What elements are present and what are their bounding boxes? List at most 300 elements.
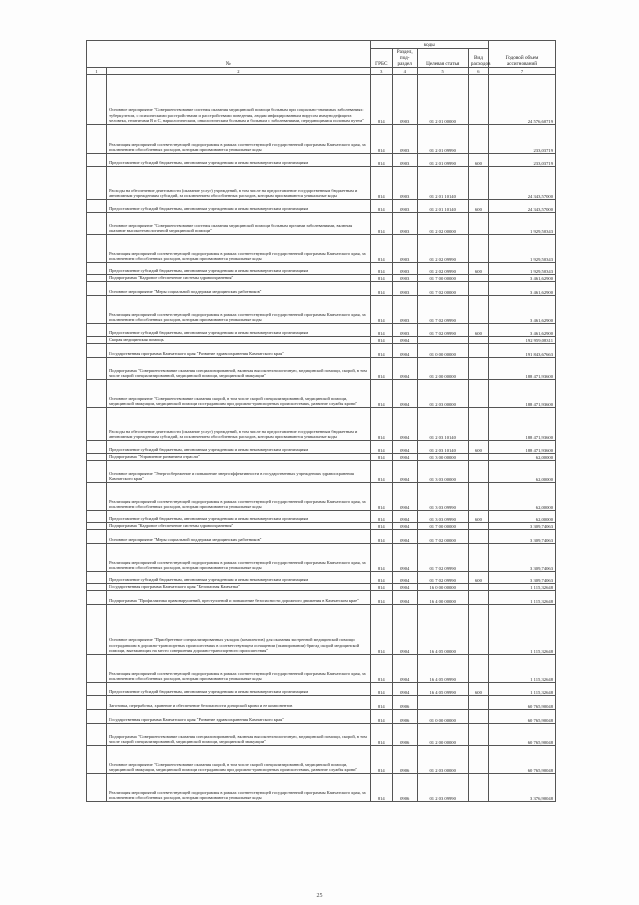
table-row xyxy=(87,167,556,200)
column-index: 4 xyxy=(392,68,417,75)
row-razdel: 0904 xyxy=(392,572,417,584)
row-number-cell xyxy=(87,746,107,774)
row-description: Реализация мероприятий соответствующей подпрограммы в рамках соответствующей государственной программы Камчатского края, за исключением обособленных расходов, которым присваиваются уникальные коды xyxy=(107,774,371,802)
row-amount: 188 471,93600 xyxy=(488,408,555,441)
row-grbs: 814 xyxy=(370,125,392,154)
row-description: Предоставление субсидий бюджетным, автономным учреждениям и иным некоммерческим организациям xyxy=(107,441,371,454)
row-amount: 1 115,32648 xyxy=(488,584,555,591)
table-body xyxy=(87,75,556,802)
row-expense-type: 600 xyxy=(468,263,488,275)
row-number-cell xyxy=(87,125,107,154)
column-index: 6 xyxy=(468,68,488,75)
row-grbs: 814 xyxy=(370,282,392,296)
row-grbs: 814 xyxy=(370,530,392,544)
row-amount: 1 115,32648 xyxy=(488,683,555,696)
row-number-cell xyxy=(87,441,107,454)
row-razdel: 0904 xyxy=(392,523,417,530)
row-razdel: 0906 xyxy=(392,746,417,774)
row-grbs: 814 xyxy=(370,461,392,483)
row-description: Основное мероприятие "Меры социальной поддержки медицинских работников" xyxy=(107,282,371,296)
row-description: Предоставление субсидий бюджетным, автономным учреждениям и иным некоммерческим организациям xyxy=(107,511,371,523)
table-row xyxy=(87,605,556,655)
row-number-cell xyxy=(87,683,107,696)
row-amount: 191 843,67663 xyxy=(488,344,555,358)
row-description: Подпрограмма "Кадровое обеспечение системы здравоохранения" xyxy=(107,523,371,530)
row-razdel: 0904 xyxy=(392,483,417,511)
row-expense-type xyxy=(468,544,488,572)
row-grbs: 814 xyxy=(370,344,392,358)
row-target-article: 01 7 00 00000 xyxy=(417,523,468,530)
row-description: Государственная программа Камчатского края "Развитие здравоохранения Камчатского края" xyxy=(107,710,371,724)
row-amount: 62,00000 xyxy=(488,483,555,511)
table-row xyxy=(87,296,556,324)
row-target-article: 01 7 02 00000 xyxy=(417,530,468,544)
table-row xyxy=(87,544,556,572)
row-razdel: 0904 xyxy=(392,337,417,344)
row-target-article: 01 2 01 00000 xyxy=(417,75,468,125)
header-expense-type: Вид расходов xyxy=(468,49,488,68)
page-number: 25 xyxy=(316,893,323,899)
row-razdel: 0903 xyxy=(392,213,417,235)
row-amount: 188 471,93600 xyxy=(488,380,555,408)
row-amount: 1 929,50343 xyxy=(488,213,555,235)
row-razdel: 0906 xyxy=(392,724,417,746)
row-description: Государственная программа Камчатского края "Безопасная Камчатка" xyxy=(107,584,371,591)
row-description: Предоставление субсидий бюджетным, автономным учреждениям и иным некоммерческим организациям xyxy=(107,683,371,696)
row-number-cell xyxy=(87,724,107,746)
row-expense-type xyxy=(468,167,488,200)
column-index: 3 xyxy=(370,68,392,75)
table-row xyxy=(87,511,556,523)
row-description: Основное мероприятие "Приобретение специализированных укладок (комплектов) для оказания экстренной медицинской помощи пострадавшим в дорожно-транспортных происшествиях в соответствующем оснащении (экипировании) бригад скорой медицинской помощи, выезжающих на место совершения дорожно-транспортного происшествия" xyxy=(107,605,371,655)
header-grbs: ГРБС xyxy=(370,49,392,68)
row-amount: 1 929,50343 xyxy=(488,263,555,275)
table-row xyxy=(87,125,556,154)
row-number-cell xyxy=(87,167,107,200)
row-amount: 3 309,74063 xyxy=(488,572,555,584)
row-description: Предоставление субсидий бюджетным, автономным учреждениям и иным некоммерческим организациям xyxy=(107,572,371,584)
row-target-article: 01 7 02 09990 xyxy=(417,544,468,572)
row-number-cell xyxy=(87,296,107,324)
row-expense-type xyxy=(468,724,488,746)
row-description: Предоставление субсидий бюджетным, автономным учреждениям и иным некоммерческим организациям xyxy=(107,154,371,167)
table-row xyxy=(87,380,556,408)
row-description: Реализация мероприятий соответствующей подпрограммы в рамках соответствующей государственной программы Камчатского края, за исключением обособленных расходов, которым присваиваются уникальные коды xyxy=(107,655,371,683)
row-target-article: 01 7 02 00000 xyxy=(417,282,468,296)
row-grbs: 814 xyxy=(370,605,392,655)
row-target-article xyxy=(417,696,468,710)
row-grbs: 814 xyxy=(370,154,392,167)
row-number-cell xyxy=(87,235,107,263)
row-grbs: 814 xyxy=(370,296,392,324)
row-razdel: 0903 xyxy=(392,275,417,282)
row-expense-type xyxy=(468,774,488,802)
row-amount: 3 461,62900 xyxy=(488,275,555,282)
row-description: Основное мероприятие "Совершенствование оказания скорой, в том числе скорой специализированной, медицинской помощи, медицинской эвакуации, медицинской помощи пострадавшим при дорожно-транспортных происшествиях, развитие службы крови" xyxy=(107,380,371,408)
row-number-cell xyxy=(87,408,107,441)
table-row xyxy=(87,75,556,125)
row-number-cell xyxy=(87,696,107,710)
row-grbs: 814 xyxy=(370,696,392,710)
row-target-article: 01 7 02 09990 xyxy=(417,296,468,324)
row-target-article: 01 2 02 09990 xyxy=(417,263,468,275)
row-grbs: 814 xyxy=(370,746,392,774)
row-expense-type: 600 xyxy=(468,511,488,523)
table-row xyxy=(87,324,556,337)
row-number-cell xyxy=(87,584,107,591)
row-number-cell xyxy=(87,154,107,167)
row-number-cell xyxy=(87,591,107,605)
row-description: Подпрограмма "Кадровое обеспечение системы здравоохранения" xyxy=(107,275,371,282)
row-grbs: 814 xyxy=(370,511,392,523)
table-row xyxy=(87,358,556,380)
column-index-row xyxy=(87,68,556,75)
row-expense-type xyxy=(468,483,488,511)
row-description: Реализация мероприятий соответствующей подпрограммы в рамках соответствующей государственной программы Камчатского края, за исключением обособленных расходов, которым присваиваются уникальные коды xyxy=(107,125,371,154)
row-description: Основное мероприятие "Энергосбережение и повышение энергоэффективности в государственных учреждениях здравоохранения Камчатского края" xyxy=(107,461,371,483)
row-razdel: 0904 xyxy=(392,511,417,523)
row-grbs: 814 xyxy=(370,655,392,683)
row-grbs: 814 xyxy=(370,523,392,530)
row-target-article: 01 2 01 09990 xyxy=(417,125,468,154)
row-target-article: 01 7 02 09990 xyxy=(417,324,468,337)
row-grbs: 814 xyxy=(370,483,392,511)
row-expense-type xyxy=(468,380,488,408)
row-grbs: 814 xyxy=(370,572,392,584)
row-number-cell xyxy=(87,530,107,544)
row-number-cell xyxy=(87,344,107,358)
row-description: Расходы на обеспечение деятельности (оказание услуг) учреждений, в том числе на предоставление государственным бюджетным и автономным учреждениям субсидий, за исключением обособленных расходов, которым присваиваются уникальные коды xyxy=(107,167,371,200)
row-number-cell xyxy=(87,454,107,461)
table-row xyxy=(87,683,556,696)
row-grbs: 814 xyxy=(370,584,392,591)
row-number-cell xyxy=(87,275,107,282)
header-razdel: Раздел, под-раздел xyxy=(392,49,417,68)
row-description: Реализация мероприятий соответствующей подпрограммы в рамках соответствующей государственной программы Камчатского края, за исключением обособленных расходов, которым присваиваются уникальные коды xyxy=(107,544,371,572)
row-target-article: 01 3 03 09990 xyxy=(417,483,468,511)
row-amount: 24 343,57000 xyxy=(488,167,555,200)
row-number-cell xyxy=(87,200,107,213)
table-row xyxy=(87,696,556,710)
row-expense-type xyxy=(468,358,488,380)
row-amount: 3 461,62900 xyxy=(488,296,555,324)
row-amount: 60 765,90048 xyxy=(488,696,555,710)
row-razdel: 0903 xyxy=(392,296,417,324)
row-expense-type xyxy=(468,584,488,591)
row-target-article: 01 2 00 00000 xyxy=(417,358,468,380)
row-grbs: 814 xyxy=(370,200,392,213)
row-expense-type xyxy=(468,655,488,683)
row-grbs: 814 xyxy=(370,263,392,275)
row-target-article: 01 2 01 10140 xyxy=(417,200,468,213)
row-expense-type xyxy=(468,213,488,235)
row-target-article: 01 3 03 09990 xyxy=(417,511,468,523)
row-number-cell xyxy=(87,572,107,584)
budget-table xyxy=(86,40,556,802)
row-description: Заготовка, переработка, хранение и обеспечение безопасности донорской крови и ее компонентов xyxy=(107,696,371,710)
row-razdel: 0904 xyxy=(392,655,417,683)
row-target-article xyxy=(417,337,468,344)
row-razdel: 0904 xyxy=(392,591,417,605)
row-description: Подпрограмма "Совершенствование оказания специализированной, включая высокотехнологичную, медицинской помощи, скорой, в том числе скорой специализированной, медицинской помощи, медицинской эвакуации" xyxy=(107,724,371,746)
row-grbs: 814 xyxy=(370,275,392,282)
row-target-article: 01 7 00 00000 xyxy=(417,275,468,282)
row-razdel: 0904 xyxy=(392,441,417,454)
header-codes: коды xyxy=(370,41,488,49)
row-target-article: 01 2 02 09990 xyxy=(417,235,468,263)
row-target-article: 01 2 03 00000 xyxy=(417,746,468,774)
row-grbs: 814 xyxy=(370,235,392,263)
row-razdel: 0903 xyxy=(392,200,417,213)
row-expense-type xyxy=(468,523,488,530)
row-expense-type: 600 xyxy=(468,441,488,454)
row-number-cell xyxy=(87,380,107,408)
row-target-article: 16 4 05 09990 xyxy=(417,683,468,696)
row-amount: 1 929,50343 xyxy=(488,235,555,263)
row-description: Реализация мероприятий соответствующей подпрограммы в рамках соответствующей государственной программы Камчатского края, за исключением обособленных расходов, которым присваиваются уникальные коды xyxy=(107,296,371,324)
row-razdel: 0904 xyxy=(392,544,417,572)
row-grbs: 814 xyxy=(370,213,392,235)
row-amount: 1 115,32648 xyxy=(488,591,555,605)
row-razdel: 0903 xyxy=(392,75,417,125)
table-row xyxy=(87,275,556,282)
row-amount: 24 576,60719 xyxy=(488,75,555,125)
row-razdel: 0904 xyxy=(392,530,417,544)
row-amount: 188 471,93600 xyxy=(488,358,555,380)
table-row xyxy=(87,235,556,263)
row-expense-type xyxy=(468,591,488,605)
row-expense-type xyxy=(468,125,488,154)
row-razdel: 0906 xyxy=(392,710,417,724)
row-expense-type xyxy=(468,275,488,282)
row-description: Скорая медицинская помощь xyxy=(107,337,371,344)
row-amount: 62,00000 xyxy=(488,461,555,483)
row-target-article: 01 3 00 00000 xyxy=(417,454,468,461)
row-grbs: 814 xyxy=(370,324,392,337)
table-row xyxy=(87,584,556,591)
row-number-cell xyxy=(87,75,107,125)
row-amount: 3 461,62900 xyxy=(488,324,555,337)
table-row xyxy=(87,774,556,802)
row-razdel: 0904 xyxy=(392,408,417,441)
row-number-cell xyxy=(87,605,107,655)
row-target-article: 01 2 03 09990 xyxy=(417,774,468,802)
row-grbs: 814 xyxy=(370,454,392,461)
row-grbs: 814 xyxy=(370,441,392,454)
row-razdel: 0904 xyxy=(392,584,417,591)
column-index: 1 xyxy=(87,68,107,75)
row-razdel: 0904 xyxy=(392,461,417,483)
table-row xyxy=(87,530,556,544)
row-description: Реализация мероприятий соответствующей подпрограммы в рамках соответствующей государственной программы Камчатского края, за исключением обособленных расходов, которым присваиваются уникальные коды xyxy=(107,483,371,511)
row-grbs: 814 xyxy=(370,683,392,696)
row-amount: 3 309,74063 xyxy=(488,544,555,572)
row-target-article: 01 2 01 10140 xyxy=(417,167,468,200)
table-row xyxy=(87,591,556,605)
row-razdel: 0903 xyxy=(392,154,417,167)
row-amount: 1 115,32648 xyxy=(488,655,555,683)
header-number: № xyxy=(87,41,371,68)
row-number-cell xyxy=(87,511,107,523)
row-grbs: 814 xyxy=(370,358,392,380)
row-number-cell xyxy=(87,655,107,683)
row-amount: 192 959,08311 xyxy=(488,337,555,344)
row-amount: 233,03719 xyxy=(488,125,555,154)
row-target-article: 01 3 03 00000 xyxy=(417,461,468,483)
row-amount: 3 309,74063 xyxy=(488,523,555,530)
row-amount: 1 115,32648 xyxy=(488,605,555,655)
row-description: Основное мероприятие "Совершенствование системы оказания медицинской помощи больным прочими заболеваниями, включая оказание высокотехнологичной медицинской помощи" xyxy=(107,213,371,235)
row-description: Основное мероприятие "Совершенствование системы оказания медицинской помощи больным при социально-значимых заболеваниях: туберкулезом, с психическими расстройствами и расстройствами поведения, людям инфицированным вирусом иммунодефицита человека, гепатитами B и C, наркологическим, онкологическим больным и больным с заболеваниями, передающимися половым путем" xyxy=(107,75,371,125)
row-razdel: 0903 xyxy=(392,125,417,154)
row-description: Предоставление субсидий бюджетным, автономным учреждениям и иным некоммерческим организациям xyxy=(107,263,371,275)
row-number-cell xyxy=(87,544,107,572)
row-target-article: 01 2 02 00000 xyxy=(417,213,468,235)
row-razdel: 0904 xyxy=(392,380,417,408)
row-expense-type: 600 xyxy=(468,154,488,167)
row-razdel: 0904 xyxy=(392,454,417,461)
row-amount: 3 376,90048 xyxy=(488,774,555,802)
row-grbs: 814 xyxy=(370,380,392,408)
row-expense-type xyxy=(468,710,488,724)
row-expense-type xyxy=(468,75,488,125)
row-razdel: 0903 xyxy=(392,324,417,337)
row-amount: 60 765,90048 xyxy=(488,746,555,774)
table-row xyxy=(87,337,556,344)
table-row xyxy=(87,746,556,774)
row-expense-type xyxy=(468,605,488,655)
row-description: Подпрограмма "Профилактика правонарушений, преступлений и повышение безопасности дорожного движения в Камчатском крае" xyxy=(107,591,371,605)
row-number-cell xyxy=(87,774,107,802)
row-expense-type xyxy=(468,746,488,774)
row-expense-type xyxy=(468,408,488,441)
row-number-cell xyxy=(87,282,107,296)
row-description: Предоставление субсидий бюджетным, автономным учреждениям и иным некоммерческим организациям xyxy=(107,200,371,213)
row-number-cell xyxy=(87,337,107,344)
table-row xyxy=(87,408,556,441)
row-number-cell xyxy=(87,483,107,511)
row-expense-type: 600 xyxy=(468,683,488,696)
row-expense-type xyxy=(468,454,488,461)
row-expense-type xyxy=(468,696,488,710)
row-grbs: 814 xyxy=(370,167,392,200)
row-amount: 24 343,57000 xyxy=(488,200,555,213)
row-grbs: 814 xyxy=(370,724,392,746)
row-amount: 233,03719 xyxy=(488,154,555,167)
row-target-article: 16 4 05 00000 xyxy=(417,605,468,655)
row-target-article: 01 7 02 09990 xyxy=(417,572,468,584)
row-grbs: 814 xyxy=(370,544,392,572)
row-expense-type xyxy=(468,337,488,344)
row-number-cell xyxy=(87,213,107,235)
row-grbs: 814 xyxy=(370,337,392,344)
table-row xyxy=(87,213,556,235)
row-grbs: 814 xyxy=(370,75,392,125)
row-expense-type: 600 xyxy=(468,200,488,213)
table-row xyxy=(87,710,556,724)
row-expense-type xyxy=(468,282,488,296)
row-number-cell xyxy=(87,324,107,337)
row-target-article: 01 2 01 09990 xyxy=(417,154,468,167)
row-description: Предоставление субсидий бюджетным, автономным учреждениям и иным некоммерческим организациям xyxy=(107,324,371,337)
row-description: Расходы на обеспечение деятельности (оказание услуг) учреждений, в том числе на предоставление государственным бюджетным и автономным учреждениям субсидий, за исключением обособленных расходов, которым присваиваются уникальные коды xyxy=(107,408,371,441)
row-target-article: 16 4 05 09990 xyxy=(417,655,468,683)
table-row xyxy=(87,572,556,584)
column-index: 7 xyxy=(488,68,555,75)
row-expense-type xyxy=(468,344,488,358)
column-index: 5 xyxy=(417,68,468,75)
table-row xyxy=(87,441,556,454)
row-amount: 60 765,90048 xyxy=(488,724,555,746)
row-description: Основное мероприятие "Совершенствование оказания скорой, в том числе скорой специализированной, медицинской помощи, медицинской эвакуации, медицинской помощи пострадавшим при дорожно-транспортных происшествиях, развитие службы крови" xyxy=(107,746,371,774)
table-row xyxy=(87,483,556,511)
row-target-article: 16 0 00 00000 xyxy=(417,584,468,591)
row-target-article: 01 2 03 00000 xyxy=(417,380,468,408)
row-description: Государственная программа Камчатского края "Развитие здравоохранения Камчатского края" xyxy=(107,344,371,358)
row-target-article: 01 2 03 10140 xyxy=(417,441,468,454)
table-row xyxy=(87,200,556,213)
row-grbs: 814 xyxy=(370,591,392,605)
table-row xyxy=(87,461,556,483)
row-description: Реализация мероприятий соответствующей подпрограммы в рамках соответствующей государственной программы Камчатского края, за исключением обособленных расходов, которым присваиваются уникальные коды xyxy=(107,235,371,263)
table-row xyxy=(87,154,556,167)
row-expense-type xyxy=(468,296,488,324)
row-amount: 188 471,93600 xyxy=(488,441,555,454)
row-target-article: 01 0 00 00000 xyxy=(417,710,468,724)
row-number-cell xyxy=(87,461,107,483)
row-expense-type: 600 xyxy=(468,572,488,584)
row-amount: 3 309,74063 xyxy=(488,530,555,544)
row-razdel: 0906 xyxy=(392,774,417,802)
row-amount: 62,00000 xyxy=(488,511,555,523)
table-row xyxy=(87,724,556,746)
row-razdel: 0906 xyxy=(392,696,417,710)
row-razdel: 0904 xyxy=(392,683,417,696)
column-index: 2 xyxy=(107,68,371,75)
row-razdel: 0904 xyxy=(392,344,417,358)
row-amount: 60 765,90048 xyxy=(488,710,555,724)
row-number-cell xyxy=(87,710,107,724)
table-row xyxy=(87,282,556,296)
table-row xyxy=(87,344,556,358)
header-target-article: Целевая статья xyxy=(417,49,468,68)
row-razdel: 0903 xyxy=(392,263,417,275)
row-grbs: 814 xyxy=(370,710,392,724)
row-description: Основное мероприятие "Меры социальной поддержки медицинских работников" xyxy=(107,530,371,544)
row-expense-type: 600 xyxy=(468,324,488,337)
row-expense-type xyxy=(468,235,488,263)
row-razdel: 0904 xyxy=(392,605,417,655)
row-description: Подпрограмма "Совершенствование оказания специализированной, включая высокотехнологичную, медицинской помощи, скорой, в том числе скорой специализированной, медицинской помощи, медицинской эвакуации" xyxy=(107,358,371,380)
row-target-article: 01 2 00 00000 xyxy=(417,724,468,746)
row-razdel: 0903 xyxy=(392,282,417,296)
table-row xyxy=(87,454,556,461)
row-description: Подпрограмма "Управление развитием отрасли" xyxy=(107,454,371,461)
row-razdel: 0903 xyxy=(392,235,417,263)
row-razdel: 0903 xyxy=(392,167,417,200)
row-number-cell xyxy=(87,358,107,380)
row-amount: 3 461,62900 xyxy=(488,282,555,296)
table-row xyxy=(87,523,556,530)
row-target-article: 01 0 00 00000 xyxy=(417,344,468,358)
row-razdel: 0904 xyxy=(392,358,417,380)
row-expense-type xyxy=(468,461,488,483)
header-amount: Годовой объем ассигнований xyxy=(488,41,555,68)
table-row xyxy=(87,263,556,275)
row-number-cell xyxy=(87,523,107,530)
row-grbs: 814 xyxy=(370,408,392,441)
row-grbs: 814 xyxy=(370,774,392,802)
